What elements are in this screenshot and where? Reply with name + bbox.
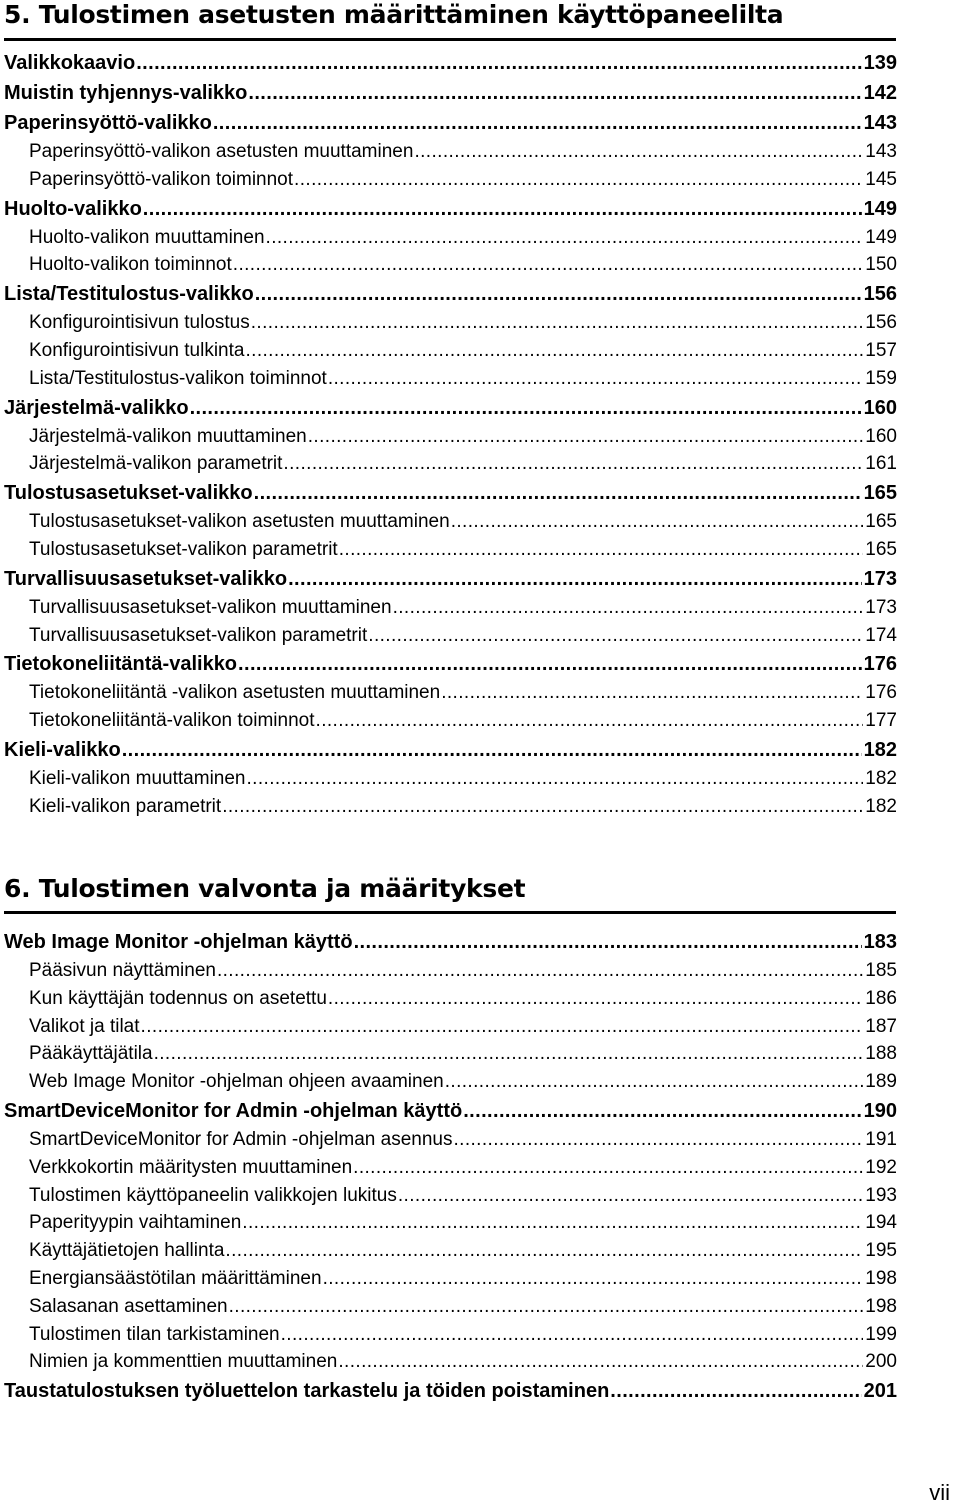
toc-entry-page-number: 190 xyxy=(863,1099,897,1122)
toc-entry-page-number: 165 xyxy=(865,538,897,560)
dot-leader xyxy=(288,564,862,594)
toc-entry-page-number: 173 xyxy=(865,596,897,618)
toc-subsection-entry[interactable] xyxy=(4,793,897,821)
dot-leader xyxy=(251,309,864,337)
toc-entry-title: SmartDeviceMonitor for Admin -ohjelman käyttö xyxy=(4,1099,463,1122)
toc-entry-title: Paperinsyöttö-valikon asetusten muuttaminen xyxy=(29,141,414,162)
toc-subsection-entry[interactable] xyxy=(4,1013,897,1041)
toc-entry-title: Huolto-valikko xyxy=(4,197,142,220)
dot-leader xyxy=(441,679,863,707)
toc-entry-page-number: 150 xyxy=(865,254,897,276)
chapter-5-rule xyxy=(4,38,896,41)
toc-entry-title: Tulostimen tilan tarkistaminen xyxy=(29,1323,280,1345)
dot-leader xyxy=(247,765,864,793)
dot-leader xyxy=(354,927,862,957)
toc-subsection-entry[interactable] xyxy=(4,224,897,252)
toc-section-entry[interactable] xyxy=(4,649,897,679)
toc-entry-page-number: 142 xyxy=(863,82,897,104)
dot-leader xyxy=(463,1096,861,1126)
toc-subsection-entry[interactable] xyxy=(4,251,897,279)
dot-leader xyxy=(323,1265,864,1293)
toc-subsection-entry[interactable] xyxy=(4,508,897,536)
chapter-6-rule xyxy=(4,911,896,914)
toc-entry-title: Nimien ja kommenttien muuttaminen xyxy=(29,1351,338,1373)
toc-entry-title: Järjestelmä-valikko xyxy=(4,396,189,419)
toc-entry-page-number: 200 xyxy=(865,1351,897,1373)
toc-subsection-entry[interactable] xyxy=(4,309,897,337)
toc-subsection-entry[interactable] xyxy=(4,166,897,194)
dot-leader xyxy=(141,1013,864,1041)
toc-entry-page-number: 157 xyxy=(865,339,897,361)
toc-entry-title: Pääkäyttäjätila xyxy=(29,1043,153,1065)
toc-subsection-entry[interactable] xyxy=(4,1348,897,1376)
dot-leader xyxy=(245,337,863,365)
toc-entry-title: Tulostusasetukset-valikko xyxy=(4,482,253,505)
toc-entry-title: Järjestelmä-valikon muuttaminen xyxy=(29,425,307,447)
toc-section-entry[interactable] xyxy=(4,279,897,309)
toc-section-entry[interactable] xyxy=(4,1376,897,1406)
toc-subsection-entry[interactable] xyxy=(4,1209,897,1237)
toc-entry-page-number: 145 xyxy=(865,168,897,190)
toc-entry-title: Kun käyttäjän todennus on asetettu xyxy=(29,987,327,1009)
toc-subsection-entry[interactable] xyxy=(4,423,897,451)
toc-subsection-entry[interactable] xyxy=(4,1040,897,1068)
toc-entry-page-number: 192 xyxy=(865,1156,897,1178)
toc-entry-title: Huolto-valikon muuttaminen xyxy=(29,226,265,248)
dot-leader xyxy=(213,108,862,138)
toc-entry-title: Turvallisuusasetukset-valikko xyxy=(4,567,288,590)
dot-leader xyxy=(122,735,862,765)
toc-entry-page-number: 159 xyxy=(865,367,897,389)
toc-entry-page-number: 165 xyxy=(863,482,897,505)
toc-entry-page-number: 187 xyxy=(865,1015,897,1037)
toc-subsection-entry[interactable] xyxy=(4,450,897,478)
toc-entry-page-number: 198 xyxy=(865,1267,897,1289)
toc-subsection-entry[interactable] xyxy=(4,679,897,707)
dot-leader xyxy=(238,649,862,679)
toc-subsection-entry[interactable] xyxy=(4,1126,897,1154)
toc-entry-title: Turvallisuusasetukset-valikon muuttaminen xyxy=(29,596,392,618)
toc-subsection-entry[interactable] xyxy=(4,337,897,365)
toc-subsection-entry[interactable] xyxy=(4,536,897,564)
dot-leader xyxy=(222,793,863,821)
toc-subsection-entry[interactable] xyxy=(4,1154,897,1182)
toc-entry-page-number: 173 xyxy=(863,567,897,590)
toc-entry-title: Web Image Monitor -ohjelman käyttö xyxy=(4,931,353,953)
toc-entry-title: Konfigurointisivun tulkinta xyxy=(29,339,245,361)
toc-entry-title: Kieli-valikon muuttaminen xyxy=(29,767,246,789)
toc-entry-title: Konfigurointisivun tulostus xyxy=(29,312,250,334)
toc-section-entry[interactable] xyxy=(4,1096,897,1126)
dot-leader xyxy=(294,166,863,194)
dot-leader xyxy=(266,224,864,252)
toc-subsection-entry[interactable] xyxy=(4,1265,897,1293)
toc-section-entry[interactable] xyxy=(4,735,897,765)
toc-entry-title: Tietokoneliitäntä-valikko xyxy=(4,653,238,676)
toc-entry-page-number: 149 xyxy=(865,226,897,248)
toc-subsection-entry[interactable] xyxy=(4,1182,897,1210)
toc-entry-page-number: 139 xyxy=(863,52,897,74)
toc-entry-page-number: 191 xyxy=(865,1128,897,1150)
toc-section-entry[interactable] xyxy=(4,393,897,423)
toc-section-entry[interactable] xyxy=(4,108,897,138)
toc-entry-page-number: 156 xyxy=(863,283,897,306)
toc-entry-page-number: 160 xyxy=(865,425,897,447)
toc-entry-page-number: 177 xyxy=(865,710,897,732)
dot-leader xyxy=(233,251,864,279)
toc-entry-page-number: 143 xyxy=(863,112,897,134)
toc-entry-title: Kieli-valikon parametrit xyxy=(29,795,222,817)
toc-entry-page-number: 176 xyxy=(865,682,897,704)
toc-entry-title: Tietokoneliitäntä -valikon asetusten muuttaminen xyxy=(29,682,441,704)
toc-entry-page-number: 194 xyxy=(865,1212,897,1234)
toc-subsection-entry[interactable] xyxy=(4,365,897,393)
toc-entry-page-number: 160 xyxy=(863,396,897,419)
dot-leader xyxy=(143,194,862,224)
toc-subsection-entry[interactable] xyxy=(4,594,897,622)
toc-entry-title: Salasanan asettaminen xyxy=(29,1295,228,1317)
toc-entry-title: Järjestelmä-valikon parametrit xyxy=(29,453,283,475)
chapter-5-title: 5. Tulostimen asetusten määrittäminen käyttöpaneelilta xyxy=(4,0,784,29)
dot-leader xyxy=(353,1154,863,1182)
dot-leader xyxy=(308,423,864,451)
toc-entry-page-number: 188 xyxy=(865,1043,897,1065)
dot-leader xyxy=(338,1348,863,1376)
dot-leader xyxy=(255,279,862,309)
toc-subsection-entry[interactable] xyxy=(4,1321,897,1349)
toc-entry-title: Käyttäjätietojen hallinta xyxy=(29,1240,225,1262)
dot-leader xyxy=(154,1040,864,1068)
toc-entry-page-number: 149 xyxy=(863,197,897,220)
dot-leader xyxy=(328,985,863,1013)
toc-entry-page-number: 182 xyxy=(863,738,897,761)
dot-leader xyxy=(283,450,863,478)
toc-subsection-entry[interactable] xyxy=(4,138,897,166)
toc-section-entry[interactable] xyxy=(4,478,897,508)
toc-entry-title: Taustatulostuksen työluettelon tarkastelu ja töiden poistaminen xyxy=(4,1380,610,1403)
toc-entry-title: Paperinsyöttö-valikon toiminnot xyxy=(29,168,294,190)
toc-section-entry[interactable] xyxy=(4,48,897,78)
toc-subsection-entry[interactable] xyxy=(4,622,897,650)
toc-entry-title: Tulostusasetukset-valikon asetusten muuttaminen xyxy=(29,511,450,533)
toc-subsection-entry[interactable] xyxy=(4,957,897,985)
dot-leader xyxy=(281,1321,864,1349)
dot-leader xyxy=(248,78,861,108)
toc-entry-page-number: 182 xyxy=(865,767,897,789)
toc-entry-page-number: 156 xyxy=(865,312,897,334)
toc-entry-page-number: 195 xyxy=(865,1240,897,1262)
toc-entry-title: SmartDeviceMonitor for Admin -ohjelman asennus xyxy=(29,1128,453,1150)
toc-entry-title: Lista/Testitulostus-valikon toiminnot xyxy=(29,367,327,389)
toc-entry-title: Energiansäästötilan määrittäminen xyxy=(29,1267,322,1289)
toc-entry-title: Tulostusasetukset-valikon parametrit xyxy=(29,538,338,560)
toc-entry-title: Pääsivun näyttäminen xyxy=(29,960,216,981)
toc-entry-title: Huolto-valikon toiminnot xyxy=(29,254,232,276)
dot-leader xyxy=(190,393,862,423)
toc-section-entry[interactable] xyxy=(4,927,897,957)
toc-subsection-entry[interactable] xyxy=(4,707,897,735)
dot-leader xyxy=(217,957,863,985)
toc-entry-title: Muistin tyhjennys-valikko xyxy=(4,82,248,104)
toc-section-entry[interactable] xyxy=(4,194,897,224)
toc-entry-page-number: 199 xyxy=(865,1323,897,1345)
dot-leader xyxy=(398,1182,863,1210)
toc-entry-page-number: 161 xyxy=(865,453,897,475)
toc-entry-page-number: 174 xyxy=(865,624,897,646)
toc-section-entry[interactable] xyxy=(4,564,897,594)
chapter-6-title: 6. Tulostimen valvonta ja määritykset xyxy=(4,874,526,903)
dot-leader xyxy=(339,536,864,564)
dot-leader xyxy=(414,138,863,166)
dot-leader xyxy=(254,478,862,508)
toc-entry-page-number: 201 xyxy=(863,1380,897,1403)
chapter-6-toc xyxy=(4,927,897,1406)
dot-leader xyxy=(445,1068,864,1096)
dot-leader xyxy=(368,622,863,650)
dot-leader xyxy=(136,48,861,78)
toc-entry-page-number: 182 xyxy=(865,795,897,817)
toc-entry-title: Tulostimen käyttöpaneelin valikkojen lukitus xyxy=(29,1184,397,1206)
dot-leader xyxy=(610,1376,861,1406)
toc-entry-page-number: 186 xyxy=(865,987,897,1009)
toc-entry-page-number: 198 xyxy=(865,1295,897,1317)
dot-leader xyxy=(225,1237,863,1265)
toc-entry-page-number: 165 xyxy=(865,511,897,533)
toc-entry-page-number: 185 xyxy=(865,960,897,981)
toc-section-entry[interactable] xyxy=(4,78,897,108)
toc-entry-page-number: 176 xyxy=(863,653,897,676)
dot-leader xyxy=(393,594,864,622)
dot-leader xyxy=(316,707,864,735)
dot-leader xyxy=(328,365,863,393)
toc-subsection-entry[interactable] xyxy=(4,1068,897,1096)
dot-leader xyxy=(229,1293,864,1321)
toc-entry-page-number: 189 xyxy=(865,1071,897,1093)
toc-entry-title: Tietokoneliitäntä-valikon toiminnot xyxy=(29,710,315,732)
toc-entry-title: Valikkokaavio xyxy=(4,52,136,74)
toc-subsection-entry[interactable] xyxy=(4,1237,897,1265)
toc-entry-title: Kieli-valikko xyxy=(4,738,121,761)
dot-leader xyxy=(451,508,864,536)
toc-entry-title: Web Image Monitor -ohjelman ohjeen avaaminen xyxy=(29,1071,444,1093)
toc-entry-title: Turvallisuusasetukset-valikon parametrit xyxy=(29,624,368,646)
chapter-5-toc xyxy=(4,48,897,821)
page-number: vii xyxy=(929,1480,950,1505)
toc-entry-page-number: 183 xyxy=(863,931,897,953)
toc-subsection-entry[interactable] xyxy=(4,985,897,1013)
dot-leader xyxy=(453,1126,863,1154)
toc-entry-title: Paperinsyöttö-valikko xyxy=(4,112,212,134)
toc-entry-title: Paperityypin vaihtaminen xyxy=(29,1212,242,1234)
toc-entry-page-number: 143 xyxy=(865,141,897,162)
toc-entry-title: Valikot ja tilat xyxy=(29,1015,140,1037)
toc-entry-page-number: 193 xyxy=(865,1184,897,1206)
toc-entry-title: Verkkokortin määritysten muuttaminen xyxy=(29,1156,353,1178)
toc-subsection-entry[interactable] xyxy=(4,765,897,793)
toc-subsection-entry[interactable] xyxy=(4,1293,897,1321)
dot-leader xyxy=(242,1209,863,1237)
toc-entry-title: Lista/Testitulostus-valikko xyxy=(4,283,254,306)
